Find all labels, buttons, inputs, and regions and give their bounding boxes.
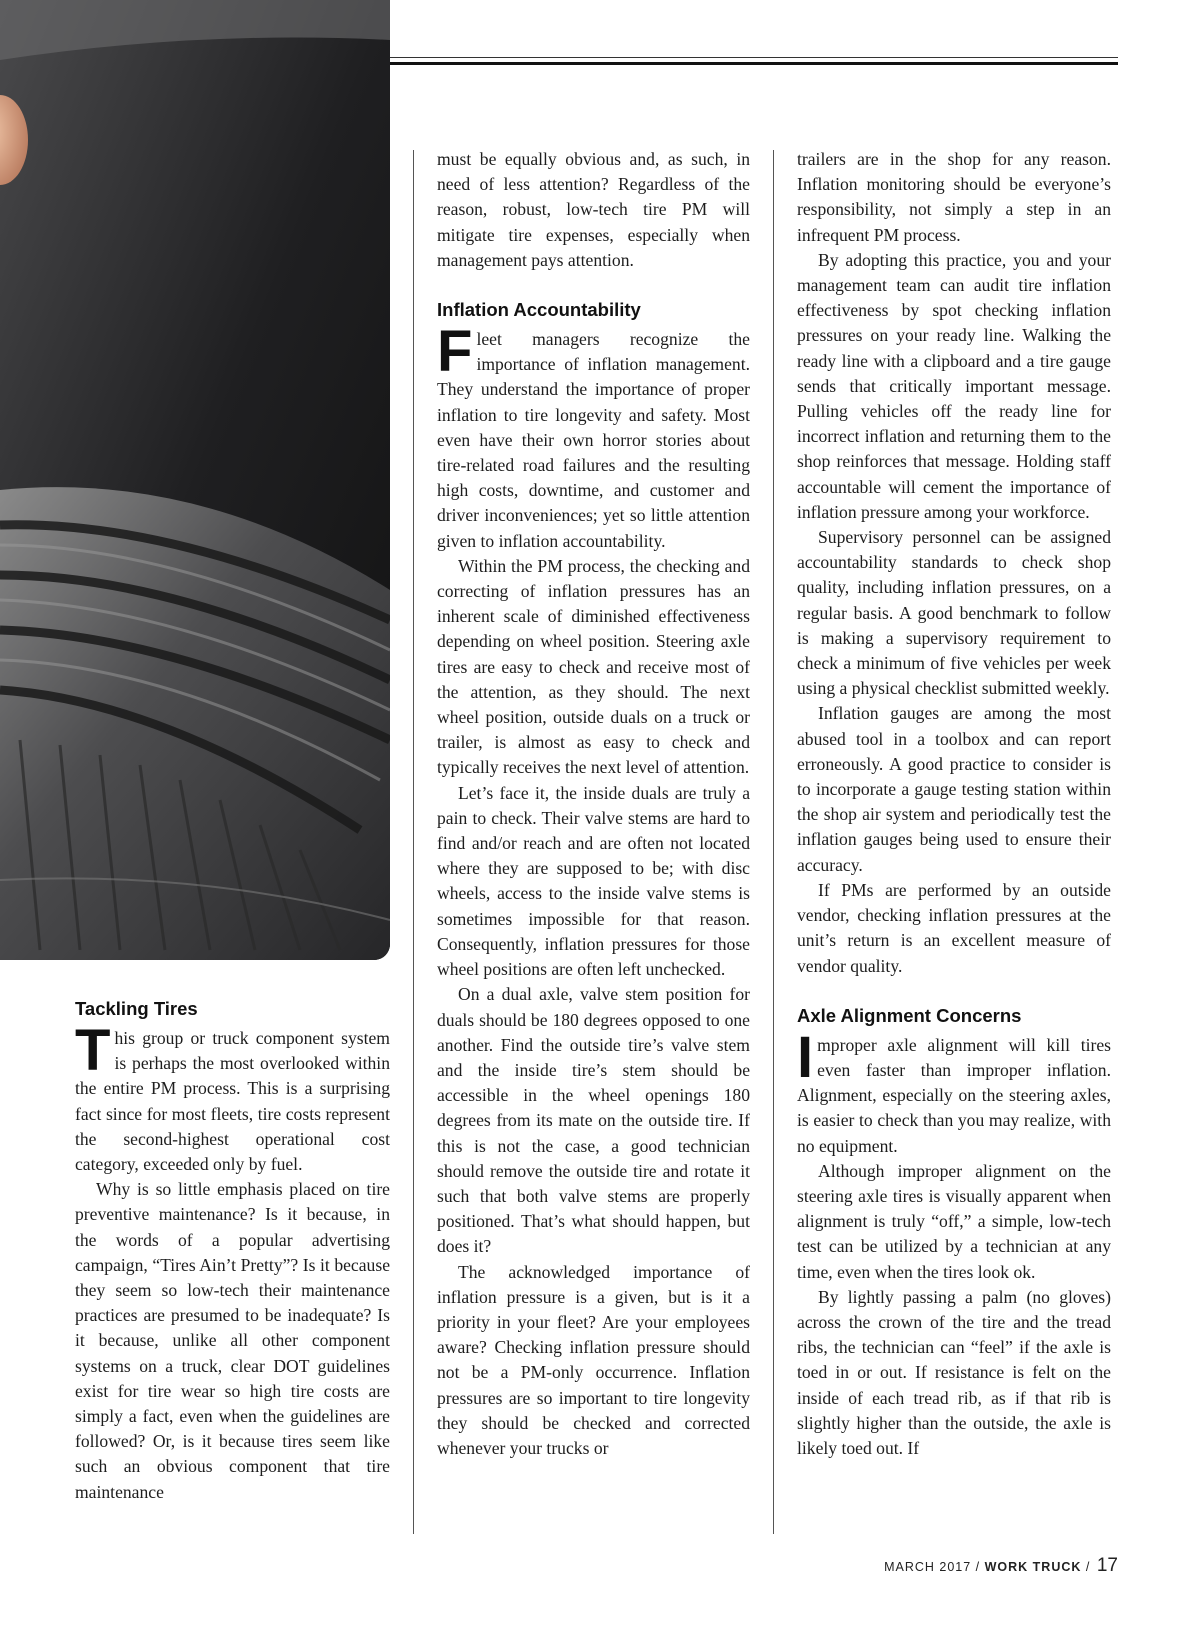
paragraph: Supervisory personnel can be assigned accountability standards to check shop quality, including inflation pressures, on a regular basis. A good benchmark to follow is making a supervisory requirement to check a minimum of five vehicles per week using a physical checklist submitted weekly.: [797, 527, 1111, 699]
paragraph-text: mproper axle alignment will kill tires even faster than improper inflation. Alignment, especially on the steering axles, is easier to check than you may realize, with no equipment.: [797, 1034, 1111, 1156]
column-divider-2: [773, 150, 774, 1534]
footer-publication: WORK TRUCK: [984, 1560, 1082, 1574]
paragraph: Although improper alignment on the steering axle tires is visually apparent when alignment is truly “off,” a simple, low-tech test can be utilized by a technician at any time, even when the tires look ok.: [797, 1160, 1111, 1282]
section-heading-tackling-tires: Tackling Tires: [75, 998, 198, 1019]
paragraph: must be equally obvious and, as such, in need of less attention? Regardless of the reason, robust, low-tech tire PM will mitigate tire expenses, especially when management pays attention.: [437, 149, 750, 270]
header-rule-thin: [390, 57, 1118, 58]
column-3: [797, 147, 1111, 1461]
paragraph: By adopting this practice, you and your management team can audit tire inflation effectiveness by spot checking inflation pressures on your ready line. Walking the ready line with a clipboard and a tire gauge sends that critically important message. Pulling vehicles off the ready line for incorrect inflation and returning them to the shop reinforces that message. Holding staff accountable will cement the importance of inflation pressure among your workforce.: [797, 249, 1111, 522]
paragraph: The acknowledged importance of inflation pressure is a given, but is it a priority in your fleet? Are your employees aware? Checking inflation pressure should not be a PM-only occurrence. Inflation pressures are so important to tire longevity they should be checked and corrected whenever your trucks or: [437, 1261, 750, 1458]
paragraph-text: his group or truck component system is perhaps the most overlooked within the entire PM process. This is a surprising fact since for most fleets, tire costs represent the second-highest operational cost category, exceeded only by fuel.: [75, 1028, 390, 1175]
column-divider-1: [413, 150, 414, 1534]
footer-separator: /: [1085, 1560, 1091, 1574]
paragraph-text: leet managers recognize the importance of inflation management. They understand the importance of proper inflation to tire longevity and safety. Most even have their own horror stories about tire-related road failures and the resulting high costs, downtime, and customer and driver inconveniences; yet so little attention given to inflation accountability.: [437, 329, 750, 551]
drop-cap: I: [797, 1024, 814, 1090]
paragraph: trailers are in the shop for any reason. Inflation monitoring should be everyone’s responsibility, not simply a step in an infrequent PM process.: [797, 149, 1111, 245]
column-2: [437, 147, 750, 1461]
paragraph: Within the PM process, the checking and correcting of inflation pressures has an inherent scale of diminished effectiveness depending on wheel position. Steering axle tires are easy to check and receive most of the attention, as they should. The next wheel position, outside duals on a truck or trailer, is almost as easy to check and typically receives the next level of attention.: [437, 555, 750, 778]
paragraph: Inflation gauges are among the most abused tool in a toolbox and can report erroneously. A good practice to consider is to incorporate a gauge testing station within the shop air system and periodically test the inflation gauges being used to ensure their accuracy.: [797, 703, 1111, 875]
section-heading-axle-alignment: Axle Alignment Concerns: [797, 1004, 1022, 1026]
drop-cap: F: [437, 319, 473, 385]
column-1: [75, 997, 390, 1505]
tire-photo: [0, 0, 390, 960]
paragraph: By lightly passing a palm (no gloves) across the crown of the tire and the tread ribs, the technician can “feel” if the axle is toed in or out. If resistance is felt on the inside of each tread rib, as if that rib is slightly higher than the outside, the axle is likely toed out. If: [797, 1286, 1111, 1458]
paragraph: [437, 319, 750, 554]
section-heading-inflation-accountability: Inflation Accountability: [437, 299, 641, 321]
tire-photo-icon: [0, 0, 390, 960]
paragraph: On a dual axle, valve stem position for duals should be 180 degrees opposed to one another. Find the outside tire’s valve stem and the inside tire’s stem should be accessible in the wheel openings 180 degrees from its mate on the outside tire. If this is not the case, a good technician should remove the outside tire and rotate it such that both valve stems are properly positioned. That’s what should happen, but does it?: [437, 984, 750, 1257]
paragraph: [797, 1024, 1111, 1159]
drop-cap: T: [75, 1018, 111, 1083]
page-footer: [884, 1555, 1118, 1577]
paragraph: Why is so little emphasis placed on tire preventive maintenance? Is it because, in the words of a popular advertising campaign, “Tires Ain’t Pretty”? Is it because they seem so low-tech their maintenance practices are presumed to be inadequate? Is it because, unlike all other component systems on a truck, clear DOT guidelines exist for tire wear so high tire costs are simply a fact, even when the guidelines are followed? Or, is it because tires seem like such an obvious component that tire maintenance: [75, 1179, 390, 1502]
page-number: 17: [1096, 1555, 1118, 1576]
footer-date: MARCH 2017 /: [884, 1560, 981, 1574]
header-rule-thick: [390, 62, 1118, 65]
paragraph: [75, 1018, 390, 1177]
paragraph: If PMs are performed by an outside vendor, checking inflation pressures at the unit’s return is an excellent measure of vendor quality.: [797, 879, 1111, 976]
paragraph: Let’s face it, the inside duals are truly a pain to check. Their valve stems are hard to find and/or reach and are often not located where they are supposed to be; with disc wheels, access to the inside valve stems is sometimes impossible for that reason. Consequently, inflation pressures for those wheel positions are often left unchecked.: [437, 782, 750, 980]
